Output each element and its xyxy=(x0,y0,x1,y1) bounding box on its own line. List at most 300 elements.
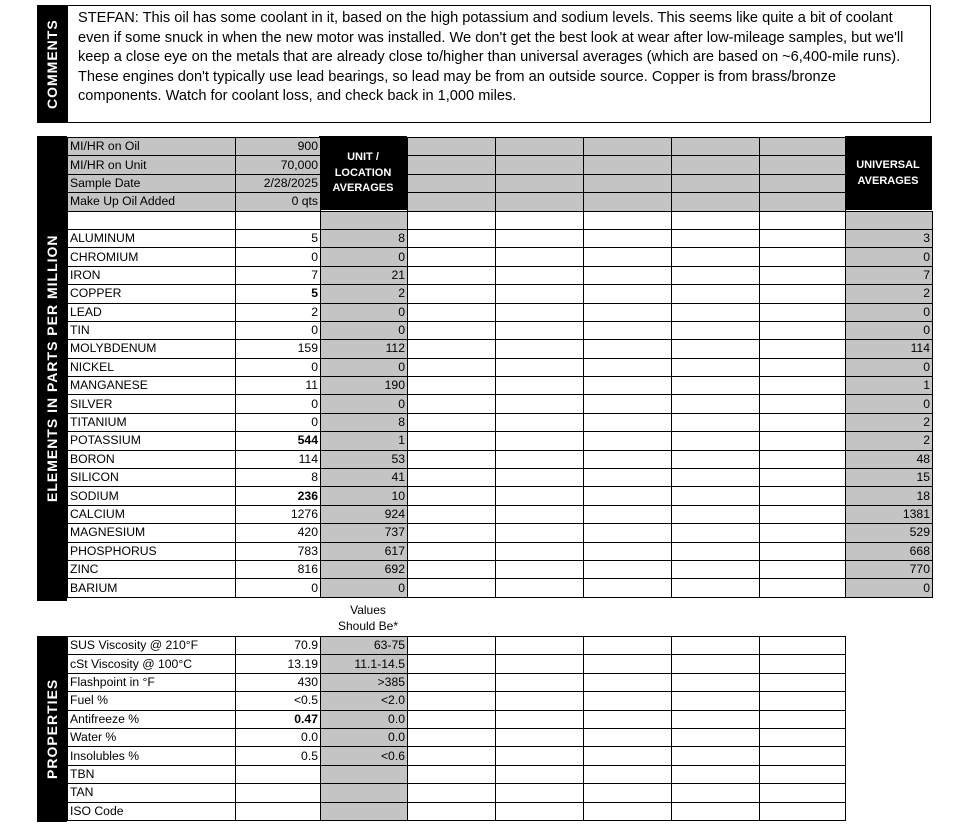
history-sample-cell xyxy=(496,505,584,523)
sample-info-label: MI/HR on Oil xyxy=(68,138,236,156)
history-sample-cell xyxy=(496,248,584,266)
property-value: 13.19 xyxy=(236,655,321,673)
history-sample-cell xyxy=(672,248,760,266)
unit-avg-header-space xyxy=(321,156,408,174)
history-sample-cell xyxy=(584,174,672,192)
sample-info-row xyxy=(68,156,933,174)
history-sample-cell xyxy=(760,303,846,321)
element-row xyxy=(68,303,933,321)
element-value: 1276 xyxy=(236,505,321,523)
element-name: SILICON xyxy=(68,469,236,487)
history-sample-cell xyxy=(672,450,760,468)
element-name: BORON xyxy=(68,450,236,468)
element-universal-average: 3 xyxy=(846,229,933,247)
property-should-be xyxy=(321,765,408,783)
history-sample-cell xyxy=(760,673,846,691)
property-should-be: 0.0 xyxy=(321,728,408,746)
history-sample-cell xyxy=(672,156,760,174)
history-sample-cell xyxy=(496,765,584,783)
element-row xyxy=(68,505,933,523)
history-sample-cell xyxy=(760,560,846,578)
history-sample-cell xyxy=(584,802,672,820)
element-unit-average: 0 xyxy=(321,321,408,339)
history-sample-cell xyxy=(408,285,496,303)
element-value: 2 xyxy=(236,303,321,321)
element-value: 7 xyxy=(236,266,321,284)
unit-avg-header-space xyxy=(321,138,408,156)
element-row xyxy=(68,560,933,578)
element-value: 0 xyxy=(236,248,321,266)
element-universal-average: 2 xyxy=(846,413,933,431)
element-row xyxy=(68,321,933,339)
history-sample-cell xyxy=(496,710,584,728)
history-sample-cell xyxy=(760,655,846,673)
element-name: IRON xyxy=(68,266,236,284)
element-universal-average: 1 xyxy=(846,377,933,395)
element-unit-average: 10 xyxy=(321,487,408,505)
element-universal-average: 18 xyxy=(846,487,933,505)
history-sample-cell xyxy=(496,340,584,358)
history-sample-cell xyxy=(760,377,846,395)
element-value: 816 xyxy=(236,560,321,578)
history-sample-cell xyxy=(408,560,496,578)
history-sample-cell xyxy=(584,340,672,358)
history-sample-cell xyxy=(408,358,496,376)
element-universal-average: 0 xyxy=(846,395,933,413)
history-sample-cell xyxy=(408,450,496,468)
element-unit-average: 8 xyxy=(321,413,408,431)
history-sample-cell xyxy=(672,395,760,413)
element-row xyxy=(68,377,933,395)
property-row xyxy=(68,637,846,655)
element-value: 420 xyxy=(236,524,321,542)
element-name: ALUMINUM xyxy=(68,229,236,247)
sample-info-row xyxy=(68,193,933,211)
element-value: 544 xyxy=(236,432,321,450)
blank-cell xyxy=(672,211,760,229)
history-sample-cell xyxy=(760,340,846,358)
history-sample-cell xyxy=(672,765,760,783)
history-sample-cell xyxy=(408,505,496,523)
history-sample-cell xyxy=(408,637,496,655)
history-sample-cell xyxy=(408,802,496,820)
history-sample-cell xyxy=(584,138,672,156)
history-sample-cell xyxy=(496,303,584,321)
history-sample-cell xyxy=(584,560,672,578)
property-name: Antifreeze % xyxy=(68,710,236,728)
property-row xyxy=(68,655,846,673)
history-sample-cell xyxy=(408,377,496,395)
history-sample-cell xyxy=(584,248,672,266)
element-universal-average: 0 xyxy=(846,248,933,266)
history-sample-cell xyxy=(584,765,672,783)
element-value: 8 xyxy=(236,469,321,487)
history-sample-cell xyxy=(584,156,672,174)
history-sample-cell xyxy=(672,321,760,339)
history-sample-cell xyxy=(584,321,672,339)
element-value: 11 xyxy=(236,377,321,395)
history-sample-cell xyxy=(584,377,672,395)
blank-cell xyxy=(68,211,236,229)
sample-info-value: 70,000 xyxy=(236,156,321,174)
element-unit-average: 924 xyxy=(321,505,408,523)
history-sample-cell xyxy=(760,395,846,413)
history-sample-cell xyxy=(496,156,584,174)
property-row xyxy=(68,747,846,765)
comments-label: COMMENTS xyxy=(44,19,60,109)
property-should-be: 63-75 xyxy=(321,637,408,655)
element-universal-average: 1381 xyxy=(846,505,933,523)
property-name: TBN xyxy=(68,765,236,783)
element-value: 0 xyxy=(236,321,321,339)
element-universal-average: 0 xyxy=(846,358,933,376)
history-sample-cell xyxy=(496,673,584,691)
elements-label: ELEMENTS IN PARTS PER MILLION xyxy=(44,234,60,503)
history-sample-cell xyxy=(584,450,672,468)
element-value: 0 xyxy=(236,358,321,376)
element-name: COPPER xyxy=(68,285,236,303)
history-sample-cell xyxy=(584,229,672,247)
unit-averages-header: UNIT / LOCATION AVERAGES xyxy=(332,151,394,194)
history-sample-cell xyxy=(584,266,672,284)
element-name: CHROMIUM xyxy=(68,248,236,266)
history-sample-cell xyxy=(760,692,846,710)
history-sample-cell xyxy=(584,395,672,413)
history-sample-cell xyxy=(672,487,760,505)
history-sample-cell xyxy=(408,487,496,505)
history-sample-cell xyxy=(672,340,760,358)
history-sample-cell xyxy=(584,579,672,597)
element-unit-average: 112 xyxy=(321,340,408,358)
blank-cell xyxy=(236,211,321,229)
history-sample-cell xyxy=(584,193,672,211)
element-universal-average: 0 xyxy=(846,579,933,597)
history-sample-cell xyxy=(760,747,846,765)
history-sample-cell xyxy=(760,524,846,542)
element-unit-average: 0 xyxy=(321,358,408,376)
property-should-be xyxy=(321,802,408,820)
universal-header-space xyxy=(846,174,933,192)
history-sample-cell xyxy=(408,765,496,783)
unit-avg-blank xyxy=(321,211,408,229)
element-universal-average: 668 xyxy=(846,542,933,560)
element-name: MAGNESIUM xyxy=(68,524,236,542)
history-sample-cell xyxy=(408,266,496,284)
element-universal-average: 48 xyxy=(846,450,933,468)
history-sample-cell xyxy=(672,747,760,765)
history-sample-cell xyxy=(760,321,846,339)
history-sample-cell xyxy=(496,358,584,376)
history-sample-cell xyxy=(408,542,496,560)
property-value xyxy=(236,802,321,820)
history-sample-cell xyxy=(672,174,760,192)
history-sample-cell xyxy=(672,637,760,655)
history-sample-cell xyxy=(672,784,760,802)
element-value: 0 xyxy=(236,395,321,413)
element-row xyxy=(68,248,933,266)
universal-header-space xyxy=(846,138,933,156)
element-row xyxy=(68,432,933,450)
history-sample-cell xyxy=(760,229,846,247)
element-unit-average: 21 xyxy=(321,266,408,284)
element-name: SODIUM xyxy=(68,487,236,505)
history-sample-cell xyxy=(496,285,584,303)
history-sample-cell xyxy=(760,358,846,376)
history-sample-cell xyxy=(496,542,584,560)
history-sample-cell xyxy=(672,505,760,523)
element-universal-average: 0 xyxy=(846,303,933,321)
property-name: Water % xyxy=(68,728,236,746)
history-sample-cell xyxy=(760,487,846,505)
universal-header-space xyxy=(846,156,933,174)
comments-text: STEFAN: This oil has some coolant in it, based on the high potassium and sodium levels. This seems like quite a bit of coolant even if some snuck in when the new motor was installed. We don't get the best look at wear after low-mileage samples, but we'll keep a close eye on the metals that are already close to/higher than universal averages (which are based on ~6,400-mile runs). These engines don't typically use lead bearings, so lead may be from an outside source. Copper is from brass/bronze components. Watch for coolant loss, and check back in 1,000 miles. xyxy=(67,5,931,123)
element-row xyxy=(68,524,933,542)
property-name: cSt Viscosity @ 100°C xyxy=(68,655,236,673)
history-sample-cell xyxy=(584,542,672,560)
history-sample-cell xyxy=(408,303,496,321)
history-sample-cell xyxy=(408,156,496,174)
history-sample-cell xyxy=(408,193,496,211)
history-sample-cell xyxy=(672,802,760,820)
history-sample-cell xyxy=(584,285,672,303)
history-sample-cell xyxy=(496,728,584,746)
history-sample-cell xyxy=(672,655,760,673)
property-name: Insolubles % xyxy=(68,747,236,765)
sample-info-value: 0 qts xyxy=(236,193,321,211)
element-unit-average: 617 xyxy=(321,542,408,560)
element-name: NICKEL xyxy=(68,358,236,376)
element-unit-average: 190 xyxy=(321,377,408,395)
properties-table xyxy=(67,636,846,821)
history-sample-cell xyxy=(672,266,760,284)
element-row xyxy=(68,413,933,431)
history-sample-cell xyxy=(408,138,496,156)
element-unit-average: 692 xyxy=(321,560,408,578)
property-value: 0.5 xyxy=(236,747,321,765)
property-should-be xyxy=(321,784,408,802)
property-should-be: <2.0 xyxy=(321,692,408,710)
history-sample-cell xyxy=(496,469,584,487)
property-value: 0.0 xyxy=(236,728,321,746)
element-row xyxy=(68,542,933,560)
history-sample-cell xyxy=(760,413,846,431)
history-sample-cell xyxy=(496,193,584,211)
history-sample-cell xyxy=(672,285,760,303)
history-sample-cell xyxy=(408,469,496,487)
history-sample-cell xyxy=(408,395,496,413)
sample-info-label: MI/HR on Unit xyxy=(68,156,236,174)
element-universal-average: 0 xyxy=(846,321,933,339)
element-name: TITANIUM xyxy=(68,413,236,431)
history-sample-cell xyxy=(408,692,496,710)
history-sample-cell xyxy=(408,229,496,247)
history-sample-cell xyxy=(584,303,672,321)
element-universal-average: 114 xyxy=(846,340,933,358)
property-name: ISO Code xyxy=(68,802,236,820)
element-unit-average: 1 xyxy=(321,432,408,450)
property-name: SUS Viscosity @ 210°F xyxy=(68,637,236,655)
history-sample-cell xyxy=(672,193,760,211)
history-sample-cell xyxy=(496,377,584,395)
history-sample-cell xyxy=(408,655,496,673)
history-sample-cell xyxy=(760,138,846,156)
blank-cell xyxy=(408,211,496,229)
history-sample-cell xyxy=(496,413,584,431)
values-should-be-header: Values Should Be* xyxy=(337,603,399,633)
property-name: Fuel % xyxy=(68,692,236,710)
element-unit-average: 41 xyxy=(321,469,408,487)
universal-blank xyxy=(846,211,933,229)
property-value: <0.5 xyxy=(236,692,321,710)
property-row xyxy=(68,710,846,728)
history-sample-cell xyxy=(408,248,496,266)
blank-cell xyxy=(496,211,584,229)
element-universal-average: 529 xyxy=(846,524,933,542)
element-value: 783 xyxy=(236,542,321,560)
properties-label: PROPERTIES xyxy=(44,678,60,780)
element-value: 159 xyxy=(236,340,321,358)
element-universal-average: 15 xyxy=(846,469,933,487)
history-sample-cell xyxy=(584,505,672,523)
history-sample-cell xyxy=(672,542,760,560)
history-sample-cell xyxy=(672,229,760,247)
property-value: 430 xyxy=(236,673,321,691)
property-value: 70.9 xyxy=(236,637,321,655)
history-sample-cell xyxy=(760,285,846,303)
element-name: CALCIUM xyxy=(68,505,236,523)
history-sample-cell xyxy=(584,673,672,691)
history-sample-cell xyxy=(584,784,672,802)
element-row xyxy=(68,358,933,376)
universal-averages-header: UNIVERSAL AVERAGES xyxy=(856,159,920,187)
property-row xyxy=(68,802,846,820)
history-sample-cell xyxy=(408,784,496,802)
history-sample-cell xyxy=(760,432,846,450)
history-sample-cell xyxy=(760,579,846,597)
history-sample-cell xyxy=(408,710,496,728)
element-name: PHOSPHORUS xyxy=(68,542,236,560)
element-row xyxy=(68,487,933,505)
unit-avg-header-space xyxy=(321,174,408,192)
property-should-be: >385 xyxy=(321,673,408,691)
history-sample-cell xyxy=(760,505,846,523)
history-sample-cell xyxy=(496,655,584,673)
element-value: 114 xyxy=(236,450,321,468)
universal-header-space xyxy=(846,193,933,211)
history-sample-cell xyxy=(672,432,760,450)
sample-info-row xyxy=(68,174,933,192)
history-sample-cell xyxy=(584,655,672,673)
history-sample-cell xyxy=(584,728,672,746)
element-unit-average: 737 xyxy=(321,524,408,542)
property-name: Flashpoint in °F xyxy=(68,673,236,691)
history-sample-cell xyxy=(496,432,584,450)
element-name: TIN xyxy=(68,321,236,339)
element-name: LEAD xyxy=(68,303,236,321)
history-sample-cell xyxy=(672,560,760,578)
history-sample-cell xyxy=(496,637,584,655)
element-unit-average: 0 xyxy=(321,303,408,321)
history-sample-cell xyxy=(496,802,584,820)
history-sample-cell xyxy=(760,193,846,211)
property-row xyxy=(68,692,846,710)
sample-info-label: Sample Date xyxy=(68,174,236,192)
property-name: TAN xyxy=(68,784,236,802)
history-sample-cell xyxy=(760,542,846,560)
history-sample-cell xyxy=(584,524,672,542)
property-value xyxy=(236,765,321,783)
property-row xyxy=(68,673,846,691)
unit-avg-header-space xyxy=(321,193,408,211)
sample-info-row xyxy=(68,138,933,156)
element-universal-average: 2 xyxy=(846,432,933,450)
history-sample-cell xyxy=(672,728,760,746)
history-sample-cell xyxy=(496,174,584,192)
element-value: 5 xyxy=(236,285,321,303)
property-should-be: 11.1-14.5 xyxy=(321,655,408,673)
element-unit-average: 0 xyxy=(321,248,408,266)
element-row xyxy=(68,450,933,468)
history-sample-cell xyxy=(584,358,672,376)
history-sample-cell xyxy=(408,413,496,431)
history-sample-cell xyxy=(584,692,672,710)
history-sample-cell xyxy=(760,765,846,783)
history-sample-cell xyxy=(584,487,672,505)
history-sample-cell xyxy=(760,802,846,820)
history-sample-cell xyxy=(672,673,760,691)
element-row xyxy=(68,395,933,413)
element-name: SILVER xyxy=(68,395,236,413)
history-sample-cell xyxy=(672,692,760,710)
history-sample-cell xyxy=(496,266,584,284)
element-unit-average: 2 xyxy=(321,285,408,303)
history-sample-cell xyxy=(584,432,672,450)
element-row xyxy=(68,266,933,284)
history-sample-cell xyxy=(496,395,584,413)
history-sample-cell xyxy=(760,156,846,174)
history-sample-cell xyxy=(496,138,584,156)
history-sample-cell xyxy=(496,450,584,468)
history-sample-cell xyxy=(760,248,846,266)
element-universal-average: 770 xyxy=(846,560,933,578)
history-sample-cell xyxy=(496,487,584,505)
element-unit-average: 0 xyxy=(321,395,408,413)
sample-info-label: Make Up Oil Added xyxy=(68,193,236,211)
property-value: 0.47 xyxy=(236,710,321,728)
property-row xyxy=(68,765,846,783)
history-sample-cell xyxy=(496,784,584,802)
element-universal-average: 7 xyxy=(846,266,933,284)
history-sample-cell xyxy=(408,747,496,765)
history-sample-cell xyxy=(672,579,760,597)
history-sample-cell xyxy=(760,450,846,468)
history-sample-cell xyxy=(672,377,760,395)
element-unit-average: 8 xyxy=(321,229,408,247)
history-sample-cell xyxy=(584,637,672,655)
history-sample-cell xyxy=(408,174,496,192)
history-sample-cell xyxy=(496,229,584,247)
element-row xyxy=(68,285,933,303)
history-sample-cell xyxy=(760,266,846,284)
element-unit-average: 0 xyxy=(321,579,408,597)
history-sample-cell xyxy=(672,138,760,156)
element-value: 5 xyxy=(236,229,321,247)
history-sample-cell xyxy=(496,692,584,710)
history-sample-cell xyxy=(584,710,672,728)
history-sample-cell xyxy=(760,469,846,487)
element-row xyxy=(68,469,933,487)
property-row xyxy=(68,784,846,802)
